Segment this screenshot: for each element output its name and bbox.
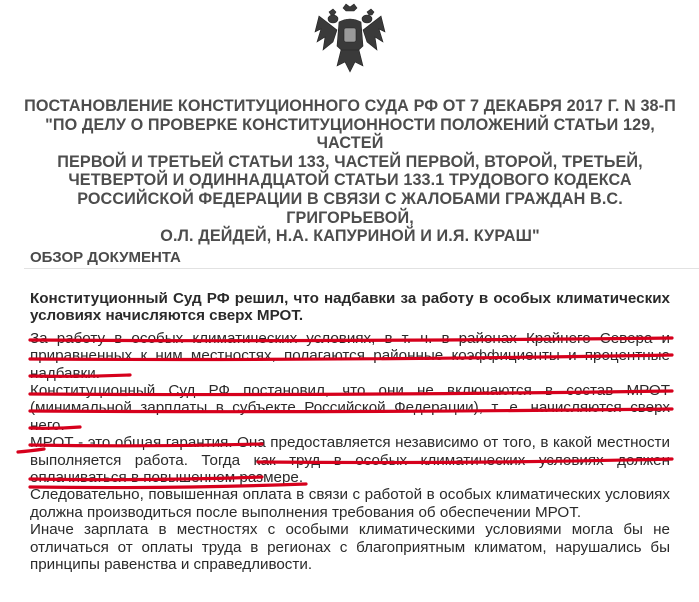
text-span: Тогда как труд в особых климатических условиях должен оплачиваться в повышенном размере bbox=[30, 451, 670, 487]
document-title bbox=[24, 97, 676, 246]
overview-body bbox=[30, 290, 670, 574]
text-span: . Она предоставляется независимо от того, в какой местности выполняется работ bbox=[30, 434, 670, 469]
text-span: а. bbox=[175, 451, 202, 469]
section-divider bbox=[24, 268, 699, 269]
paragraph: Следовательно, повышенная оплата в связи с работой в особых климатических условиях должна производиться после выполнения требования об обеспечении МРОТ. bbox=[30, 486, 670, 521]
paragraph: Конституционный Суд РФ постановил, что они не включаются в состав МРОТ (минимальной зарплаты в субъекте Российской Федерации), т. е. начисляются сверх него. bbox=[30, 382, 670, 434]
title-line: ЧЕТВЕРТОЙ И ОДИННАДЦАТОЙ СТАТЬИ 133.1 ТРУДОВОГО КОДЕКСА bbox=[68, 171, 632, 190]
title-line: ПОСТАНОВЛЕНИЕ КОНСТИТУЦИОННОГО СУДА РФ ОТ 7 ДЕКАБРЯ 2017 Г. N 38-П bbox=[24, 97, 676, 115]
paragraph bbox=[30, 434, 670, 486]
title-line: РОССИЙСКОЙ ФЕДЕРАЦИИ В СВЯЗИ С ЖАЛОБАМИ ГРАЖДАН В.С. ГРИГОРЬЕВОЙ, bbox=[77, 189, 623, 227]
title-line: ПЕРВОЙ И ТРЕТЬЕЙ СТАТЬИ 133, ЧАСТЕЙ ПЕРВОЙ, ВТОРОЙ, ТРЕТЬЕЙ, bbox=[57, 152, 643, 171]
coat-of-arms-icon bbox=[311, 2, 389, 74]
overview-heading: ОБЗОР ДОКУМЕНТА bbox=[30, 249, 181, 266]
text-span: МРОТ - это общая гарантия bbox=[30, 434, 229, 452]
paragraph: Иначе зарплата в местностях с особыми климатическими условиями могла бы не отличаться от оплаты труда в регионах с благоприятным климатом, нарушались бы принципы равенства и справедливости. bbox=[30, 521, 670, 574]
overview-lead: Конституционный Суд РФ решил, что надбавки за работу в особых климатических условиях начисляются сверх МРОТ. bbox=[30, 290, 670, 325]
title-line: О.Л. ДЕЙДЕЙ, Н.А. КАПУРИНОЙ И И.Я. КУРАШ" bbox=[160, 227, 540, 246]
paragraph: За работу в особых климатических условиях, в т. ч. в районах Крайнего Севера и приравненных к ним местностях, полагаются районные коэффициенты и процентные надбавки. bbox=[30, 329, 670, 382]
title-line: "ПО ДЕЛУ О ПРОВЕРКЕ КОНСТИТУЦИОННОСТИ ПОЛОЖЕНИЙ СТАТЬИ 129, ЧАСТЕЙ bbox=[45, 115, 655, 153]
text-span: . bbox=[298, 469, 304, 487]
